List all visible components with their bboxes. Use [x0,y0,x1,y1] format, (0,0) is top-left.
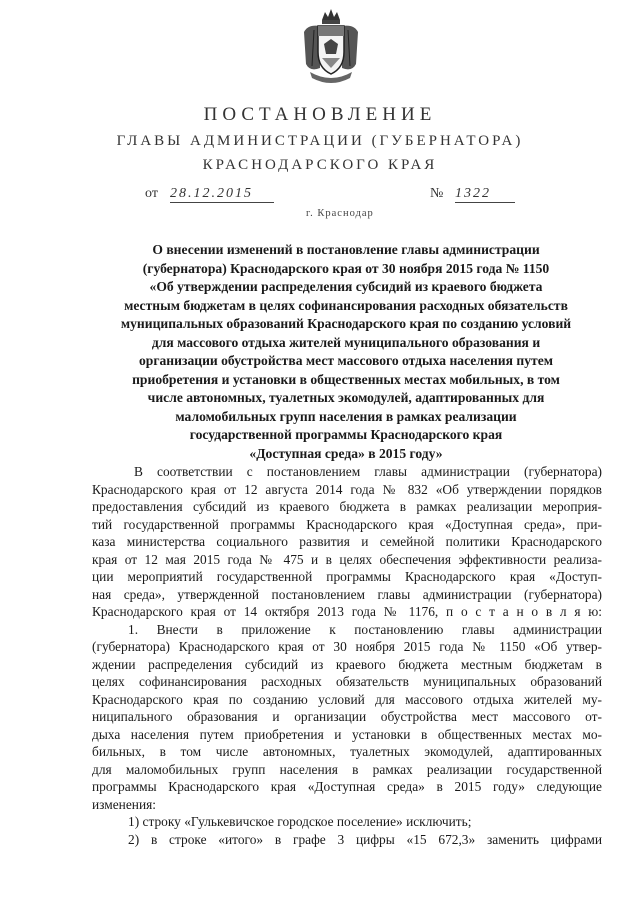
body-line: ции мероприятий государственной программы Краснодарского края «Доступ- [92,569,602,584]
title-line: организации обустройства мест массового отдыха населения путем [138,353,553,368]
body-line: края от 12 мая 2015 года № 475 и в целях обеспечения эффективности реализа- [92,551,602,567]
title-line: приобретения и установки в общественных местах мобильных, в том [132,371,560,387]
title-line: числе автономных, туалетных экомодулей, адаптированных для [147,390,545,405]
krasnodar-coat-of-arms-emblem [300,6,362,88]
body-line: бильных, в том числе автономных, туалетных экомодулей, адаптированных [92,744,602,759]
title-line: государственной программы Краснодарского края [189,427,503,442]
body-line: В соответствии с постановлением главы администрации (губернатора) [134,464,602,479]
title-line: местным бюджетам в целях софинансирования расходных обязательств [124,297,568,313]
body-line: для маломобильных групп населения в рамках реализации государственной [92,761,602,777]
body-line: каза министерства социального развития и семейной политики Краснодарского [92,534,602,549]
title-line: для массового отдыха жителей муниципального образования и [151,334,541,350]
body-line: ниципального образования и организации обустройства мест массового от- [92,709,602,724]
number-label: № [430,186,444,201]
title-line: маломобильных групп населения в рамках реализации [175,408,517,424]
body-line: тий государственной программы Краснодарского края «Доступная среда», при- [92,516,602,532]
body-line: 1. Внести в приложение к постановлению главы администрации [128,621,602,637]
title-line: «Доступная среда» в 2015 году» [249,445,443,461]
body-line: изменения: [92,796,157,812]
title-line: «Об утверждении распределения субсидий из краевого бюджета [149,279,543,294]
body-line: предоставления субсидий из краевого бюджета в рамках реализации мероприя- [92,499,602,514]
document-type-heading: ПОСТАНОВЛЕНИЕ [203,104,437,125]
document-body [92,463,602,848]
body-line: (губернатора) Краснодарского края от 30 ноября 2015 года № 1150 «Об утвер- [92,639,602,654]
document-title [110,241,582,463]
title-line: О внесении изменений в постановление главы администрации [152,242,540,257]
body-line: Краснодарского края по созданию условий для массового отдыха жителей му- [92,691,602,707]
body-line: 2) в строке «итого» в графе 3 цифры «15 672,3» заменить цифрами [128,831,602,847]
body-line: дыха населения путем приобретения и установки в общественных местах мо- [92,726,602,742]
body-line: ная среда», утвержденной постановлением главы администрации (губернатора) [92,586,602,602]
document-date: 28.12.2015 [170,186,274,203]
city-label: г. Краснодар [306,208,374,219]
document-number: 1322 [455,186,515,203]
issuer-heading-line-2: КРАСНОДАРСКОГО КРАЯ [202,157,438,173]
body-line: целях софинансирования расходных обязательств муниципальных образований [92,674,602,689]
body-line: 1) строку «Гулькевичское городское поселение» исключить; [128,814,472,829]
title-line: (губернатора) Краснодарского края от 30 ноября 2015 года № 1150 [142,260,550,276]
body-line: Краснодарского края от 12 августа 2014 года № 832 «Об утверждении порядков [92,481,602,497]
body-line: программы Краснодарского края «Доступная среда» в 2015 году» следующие [92,779,602,794]
body-line: Краснодарского края от 14 октября 2013 года № 1176, п о с т а н о в л я ю: [92,604,602,619]
title-line: муниципальных образований Краснодарского края по созданию условий [120,316,572,331]
issuer-heading-line-1: ГЛАВЫ АДМИНИСТРАЦИИ (ГУБЕРНАТОРА) [116,133,524,149]
date-label: от [145,186,158,201]
body-line: ждении распределения субсидий из краевого бюджета местным бюджетам в [92,656,602,672]
